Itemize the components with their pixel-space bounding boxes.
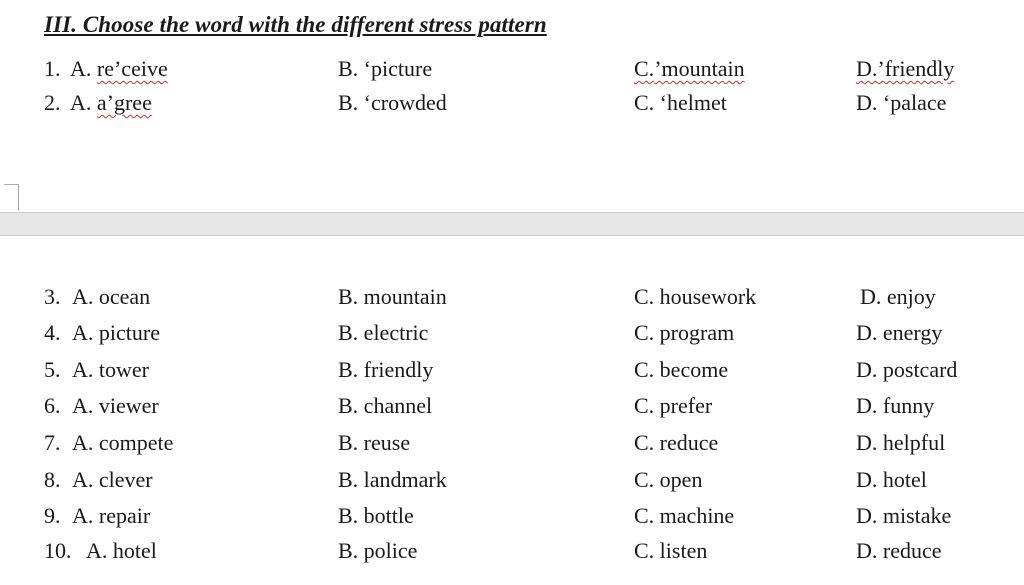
question-number: 8. bbox=[44, 467, 61, 492]
question-number: 10. bbox=[44, 538, 72, 563]
option-word: ’friendly bbox=[877, 56, 955, 81]
document-page-2 bbox=[0, 236, 1024, 585]
option-a[interactable]: A. repair bbox=[72, 503, 151, 528]
option-a[interactable]: A. tower bbox=[72, 357, 149, 382]
option-c[interactable]: C. listen bbox=[634, 538, 708, 563]
option-b[interactable]: B. ‘picture bbox=[338, 56, 433, 81]
option-d[interactable]: D. postcard bbox=[856, 357, 958, 382]
option-a[interactable]: A. picture bbox=[72, 320, 160, 345]
option-d[interactable]: D. helpful bbox=[856, 430, 946, 455]
option-c[interactable]: C. prefer bbox=[634, 393, 713, 418]
option-c[interactable]: C. housework bbox=[634, 284, 757, 309]
option-word: ’mountain bbox=[654, 56, 745, 81]
option-d[interactable]: D. funny bbox=[856, 393, 935, 418]
option-d[interactable]: D. mistake bbox=[856, 503, 952, 528]
option-letter: A. bbox=[70, 56, 92, 81]
question-number: 6. bbox=[44, 393, 61, 418]
document-page-1 bbox=[0, 0, 1024, 212]
option-d[interactable]: D. energy bbox=[856, 320, 943, 345]
question-row-3 bbox=[0, 284, 1024, 318]
option-word: a’gree bbox=[96, 90, 152, 115]
question-row-7 bbox=[0, 430, 1024, 464]
option-b[interactable]: B. ‘crowded bbox=[338, 90, 447, 115]
option-c[interactable]: C. program bbox=[634, 320, 735, 345]
option-b[interactable]: B. friendly bbox=[338, 357, 434, 382]
option-a[interactable]: A. ocean bbox=[72, 284, 151, 309]
question-row-9 bbox=[0, 503, 1024, 537]
option-b[interactable]: B. electric bbox=[338, 320, 429, 345]
option-a[interactable]: A. viewer bbox=[72, 393, 159, 418]
option-d[interactable]: D. reduce bbox=[856, 538, 942, 563]
option-c[interactable]: C. become bbox=[634, 357, 729, 382]
option-c[interactable]: C. open bbox=[634, 467, 703, 492]
question-number: 2. bbox=[44, 90, 61, 115]
question-row-4 bbox=[0, 320, 1024, 354]
option-a[interactable]: A. clever bbox=[72, 467, 153, 492]
option-d[interactable]: D. ‘palace bbox=[856, 90, 947, 115]
option-a[interactable]: A. compete bbox=[72, 430, 174, 455]
option-b[interactable]: B. reuse bbox=[338, 430, 411, 455]
option-a[interactable] bbox=[70, 90, 152, 116]
exercise-title: III. Choose the word with the different stress pattern bbox=[44, 12, 547, 37]
option-letter: C. bbox=[634, 56, 655, 81]
option-b[interactable]: B. police bbox=[338, 538, 418, 563]
option-b[interactable]: B. bottle bbox=[338, 503, 414, 528]
question-row-6 bbox=[0, 393, 1024, 427]
question-row-8 bbox=[0, 467, 1024, 501]
question-number: 9. bbox=[44, 503, 61, 528]
question-number: 5. bbox=[44, 357, 61, 382]
option-d[interactable]: D. hotel bbox=[856, 467, 927, 492]
option-b[interactable]: B. landmark bbox=[338, 467, 447, 492]
option-c[interactable]: C. reduce bbox=[634, 430, 719, 455]
option-letter: D. bbox=[856, 56, 878, 81]
option-c[interactable]: C. machine bbox=[634, 503, 735, 528]
option-c[interactable]: C. ‘helmet bbox=[634, 90, 727, 115]
question-number: 7. bbox=[44, 430, 61, 455]
option-a[interactable]: A. hotel bbox=[86, 538, 157, 563]
question-number: 4. bbox=[44, 320, 61, 345]
option-a[interactable] bbox=[70, 56, 168, 82]
option-letter: A. bbox=[70, 90, 92, 115]
option-b[interactable]: B. channel bbox=[338, 393, 433, 418]
option-c[interactable] bbox=[634, 56, 745, 82]
option-b[interactable]: B. mountain bbox=[338, 284, 447, 309]
option-d[interactable]: D. enjoy bbox=[860, 284, 936, 309]
page-break-gap bbox=[0, 212, 1024, 236]
page-corner-marker bbox=[4, 184, 19, 211]
question-row-10 bbox=[0, 538, 1024, 572]
question-number: 3. bbox=[44, 284, 61, 309]
question-row-2 bbox=[0, 90, 1024, 124]
option-word: re’ceive bbox=[96, 56, 168, 81]
question-row-5 bbox=[0, 357, 1024, 391]
option-d[interactable] bbox=[856, 56, 954, 82]
question-number: 1. bbox=[44, 56, 61, 81]
question-row-1 bbox=[0, 56, 1024, 90]
